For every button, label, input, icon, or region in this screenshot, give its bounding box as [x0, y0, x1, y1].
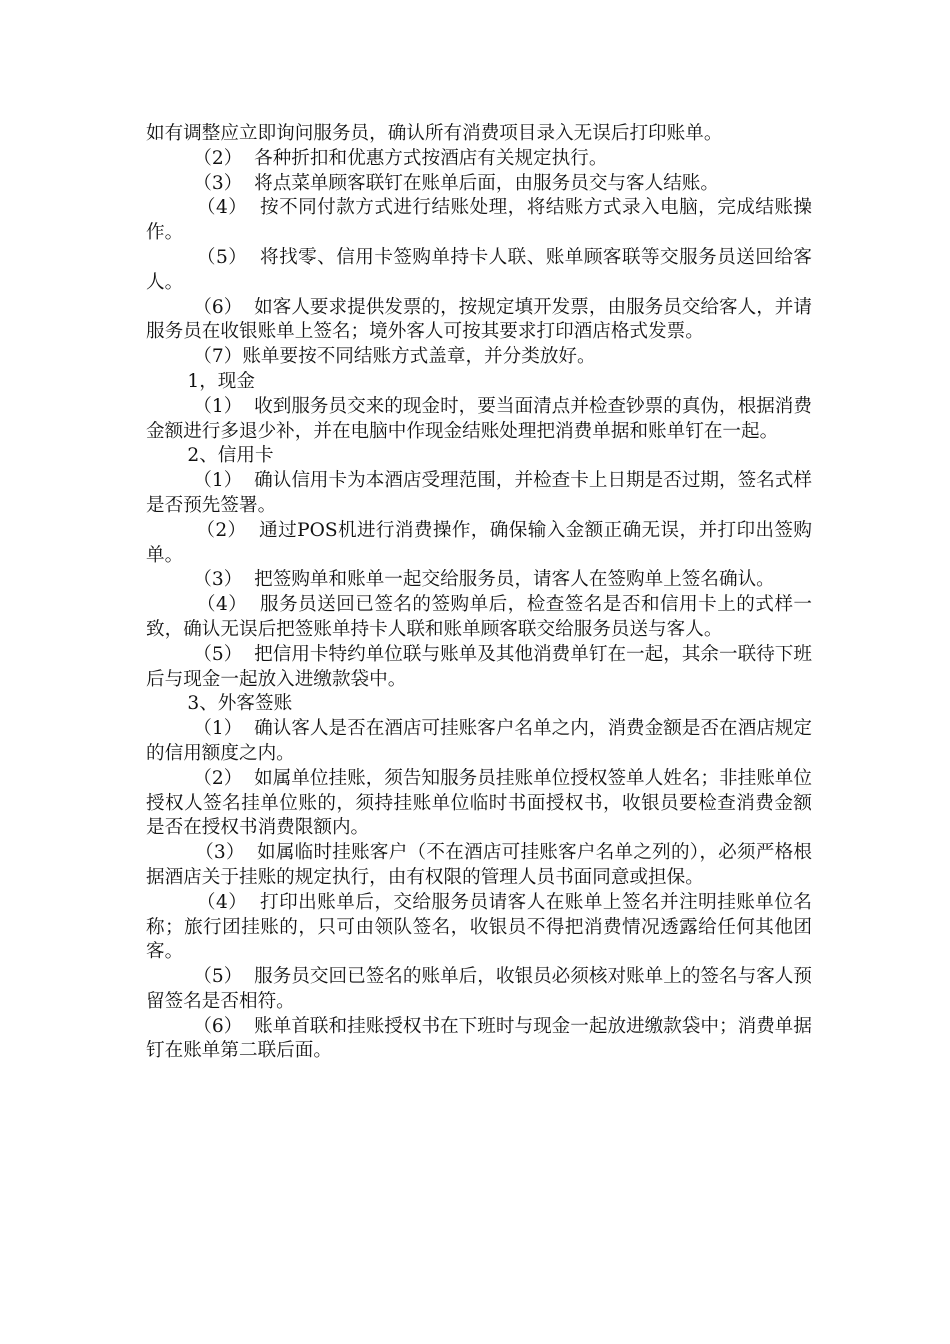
paragraph: （3） 将点菜单顾客联钉在账单后面，由服务员交与客人结账。: [146, 172, 719, 194]
paragraph: （1） 收到服务员交来的现金时，要当面清点并检查钞票的真伪，根据消费金额进行多退少补，并在电脑中作现金结账处理把消费单据和账单钉在一起。: [146, 395, 812, 442]
paragraph: （6） 如客人要求提供发票的，按规定填开发票，由服务员交给客人，并请服务员在收银账单上签名；境外客人可按其要求打印酒店格式发票。: [146, 296, 812, 343]
paragraph: （3） 如属临时挂账客户（不在酒店可挂账客户名单之列的），必须严格根据酒店关于挂账的规定执行，由有权限的管理人员书面同意或担保。: [146, 842, 812, 888]
paragraph: （2） 各种折扣和优惠方式按酒店有关规定执行。: [146, 147, 608, 169]
section-heading-guest-charge: 3、外客签账: [146, 693, 293, 715]
section-heading-cash: 1，现金: [146, 370, 255, 392]
paragraph: （4） 按不同付款方式进行结账处理，将结账方式录入电脑，完成结账操作。: [146, 197, 812, 244]
paragraph: （1） 确认信用卡为本酒店受理范围，并检查卡上日期是否过期，签名式样是否预先签署。: [146, 470, 812, 516]
paragraph: （7）账单要按不同结账方式盖章，并分类放好。: [146, 346, 596, 368]
paragraph: （3） 把签购单和账单一起交给服务员，请客人在签购单上签名确认。: [146, 569, 775, 591]
paragraph: （6） 账单首联和挂账授权书在下班时与现金一起放进缴款袋中；消费单据钉在账单第二联后面。: [146, 1015, 812, 1062]
paragraph: （5） 服务员交回已签名的账单后，收银员必须核对账单上的签名与客人预留签名是否相符。: [146, 966, 812, 1012]
document-body: [146, 122, 812, 1064]
section-heading-credit-card: 2、信用卡: [146, 445, 274, 467]
paragraph: （2） 通过POS机进行消费操作，确保输入金额正确无误，并打印出签购单。: [146, 519, 812, 566]
paragraph: （5） 把信用卡特约单位联与账单及其他消费单钉在一起，其余一联待下班后与现金一起放入进缴款袋中。: [146, 643, 812, 690]
paragraph: （4） 服务员送回已签名的签购单后，检查签名是否和信用卡上的式样一致，确认无误后把签账单持卡人联和账单顾客联交给服务员送与客人。: [146, 594, 812, 640]
paragraph: （1） 确认客人是否在酒店可挂账客户名单之内，消费金额是否在酒店规定的信用额度之内。: [146, 718, 812, 764]
paragraph: 如有调整应立即询问服务员，确认所有消费项目录入无误后打印账单。: [146, 123, 723, 144]
paragraph: （5） 将找零、信用卡签购单持卡人联、账单顾客联等交服务员送回给客人。: [146, 246, 812, 293]
paragraph: （2） 如属单位挂账，须告知服务员挂账单位授权签单人姓名；非挂账单位授权人签名挂单位账的，须持挂账单位临时书面授权书，收银员要检查消费金额是否在授权书消费限额内。: [146, 767, 812, 839]
paragraph: （4） 打印出账单后，交给服务员请客人在账单上签名并注明挂账单位名称；旅行团挂账的，只可由领队签名，收银员不得把消费情况透露给任何其他团客。: [146, 891, 812, 963]
